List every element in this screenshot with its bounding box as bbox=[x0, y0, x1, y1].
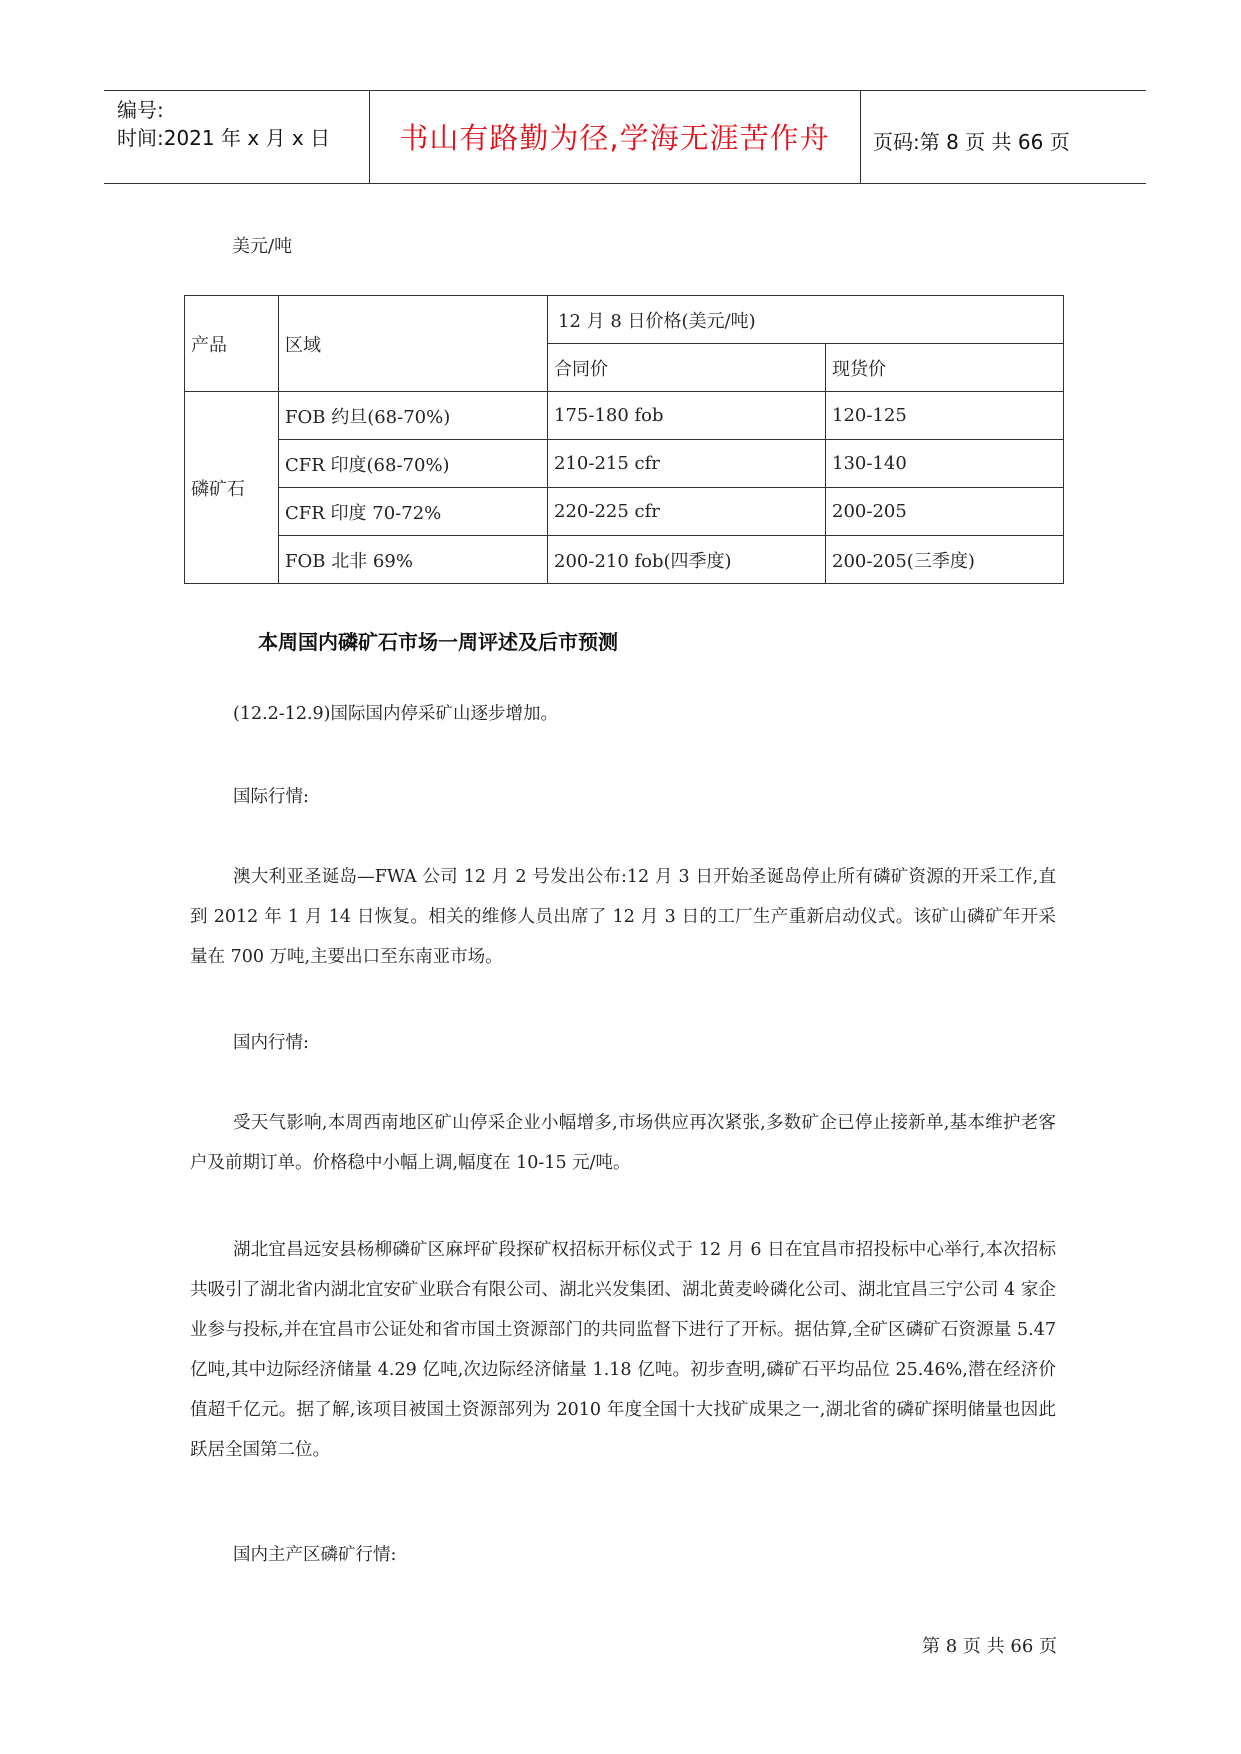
domestic-heading: 国内行情: bbox=[233, 1033, 309, 1053]
intl-paragraph: 澳大利亚圣诞岛—FWA 公司 12 月 2 号发出公布:12 月 3 日开始圣诞岛停止所有磷矿资源的开采工作,直到 2012 年 1 月 14 日恢复。相关的维修人员出席了 12 月 3 日的工厂生产重新启动仪式。该矿山磷矿年开采量在 700 万吨,主要出口至东南亚市场。 bbox=[190, 867, 1056, 967]
domestic-paragraph-2: 湖北宜昌远安县杨柳磷矿区麻坪矿段探矿权招标开标仪式于 12 月 6 日在宜昌市招投标中心举行,本次招标共吸引了湖北省内湖北宜安矿业联合有限公司、湖北兴发集团、湖北黄麦岭磷化公司、湖北宜昌三宁公司 4 家企业参与投标,并在宜昌市公证处和省市国土资源部门的共同监督下进行了开标。据估算,全矿区磷矿石资源量 5.47 亿吨,其中边际经济储量 4.29 亿吨,次边际经济储量 1.18 亿吨。初步查明,磷矿石平均品位 25.46%,潜在经济价值超千亿元。据了解,该项目被国土资源部列为 2010 年度全国十大找矿成果之一,湖北省的磷矿探明储量也因此跃居全国第二位。 bbox=[190, 1240, 1056, 1460]
table-header-row bbox=[185, 296, 1064, 344]
domestic-paragraph-1: 受天气影响,本周西南地区矿山停采企业小幅增多,市场供应再次紧张,多数矿企已停止接新单,基本维护老客户及前期订单。价格稳中小幅上调,幅度在 10-15 元/吨。 bbox=[190, 1113, 1056, 1173]
contract-price-cell: 220-225 cfr bbox=[548, 488, 826, 536]
price-table bbox=[184, 295, 1064, 584]
product-cell: 磷矿石 bbox=[185, 392, 279, 584]
region-cell: FOB 北非 69% bbox=[279, 536, 548, 584]
header-bottom-rule bbox=[104, 183, 1146, 184]
spot-price-cell: 200-205 bbox=[826, 488, 1064, 536]
page-footer: 第 8 页 共 66 页 bbox=[922, 1636, 1057, 1657]
header-page-label: 页码:第 8 页 共 66 页 bbox=[873, 130, 1070, 154]
table-row bbox=[185, 440, 1064, 488]
header-time-label: 时间:2021 年 x 月 x 日 bbox=[117, 126, 331, 150]
region-cell: CFR 印度 70-72% bbox=[279, 488, 548, 536]
section-title: 本周国内磷矿石市场一周评述及后市预测 bbox=[258, 630, 618, 654]
header-price-group-cell: 12 月 8 日价格(美元/吨) bbox=[548, 296, 1064, 344]
header-region-cell: 区域 bbox=[279, 296, 548, 392]
spot-price-cell: 130-140 bbox=[826, 440, 1064, 488]
header-number-label: 编号: bbox=[117, 98, 164, 122]
header-product-cell: 产品 bbox=[185, 296, 279, 392]
header-spot-cell: 现货价 bbox=[826, 344, 1064, 392]
spot-price-cell: 200-205(三季度) bbox=[826, 536, 1064, 584]
spot-price-cell: 120-125 bbox=[826, 392, 1064, 440]
contract-price-cell: 200-210 fob(四季度) bbox=[548, 536, 826, 584]
header-divider-right bbox=[860, 90, 861, 183]
main-area-heading: 国内主产区磷矿行情: bbox=[233, 1545, 397, 1565]
table-row bbox=[185, 488, 1064, 536]
contract-price-cell: 175-180 fob bbox=[548, 392, 826, 440]
intro-paragraph: (12.2-12.9)国际国内停采矿山逐步增加。 bbox=[233, 704, 558, 724]
region-cell: FOB 约旦(68-70%) bbox=[279, 392, 548, 440]
unit-note: 美元/吨 bbox=[232, 236, 293, 257]
table-row bbox=[185, 392, 1064, 440]
contract-price-cell: 210-215 cfr bbox=[548, 440, 826, 488]
region-cell: CFR 印度(68-70%) bbox=[279, 440, 548, 488]
table-row bbox=[185, 536, 1064, 584]
header-contract-cell: 合同价 bbox=[548, 344, 826, 392]
header-motto: 书山有路勤为径,学海无涯苦作舟 bbox=[399, 121, 830, 155]
intl-heading: 国际行情: bbox=[233, 787, 309, 807]
